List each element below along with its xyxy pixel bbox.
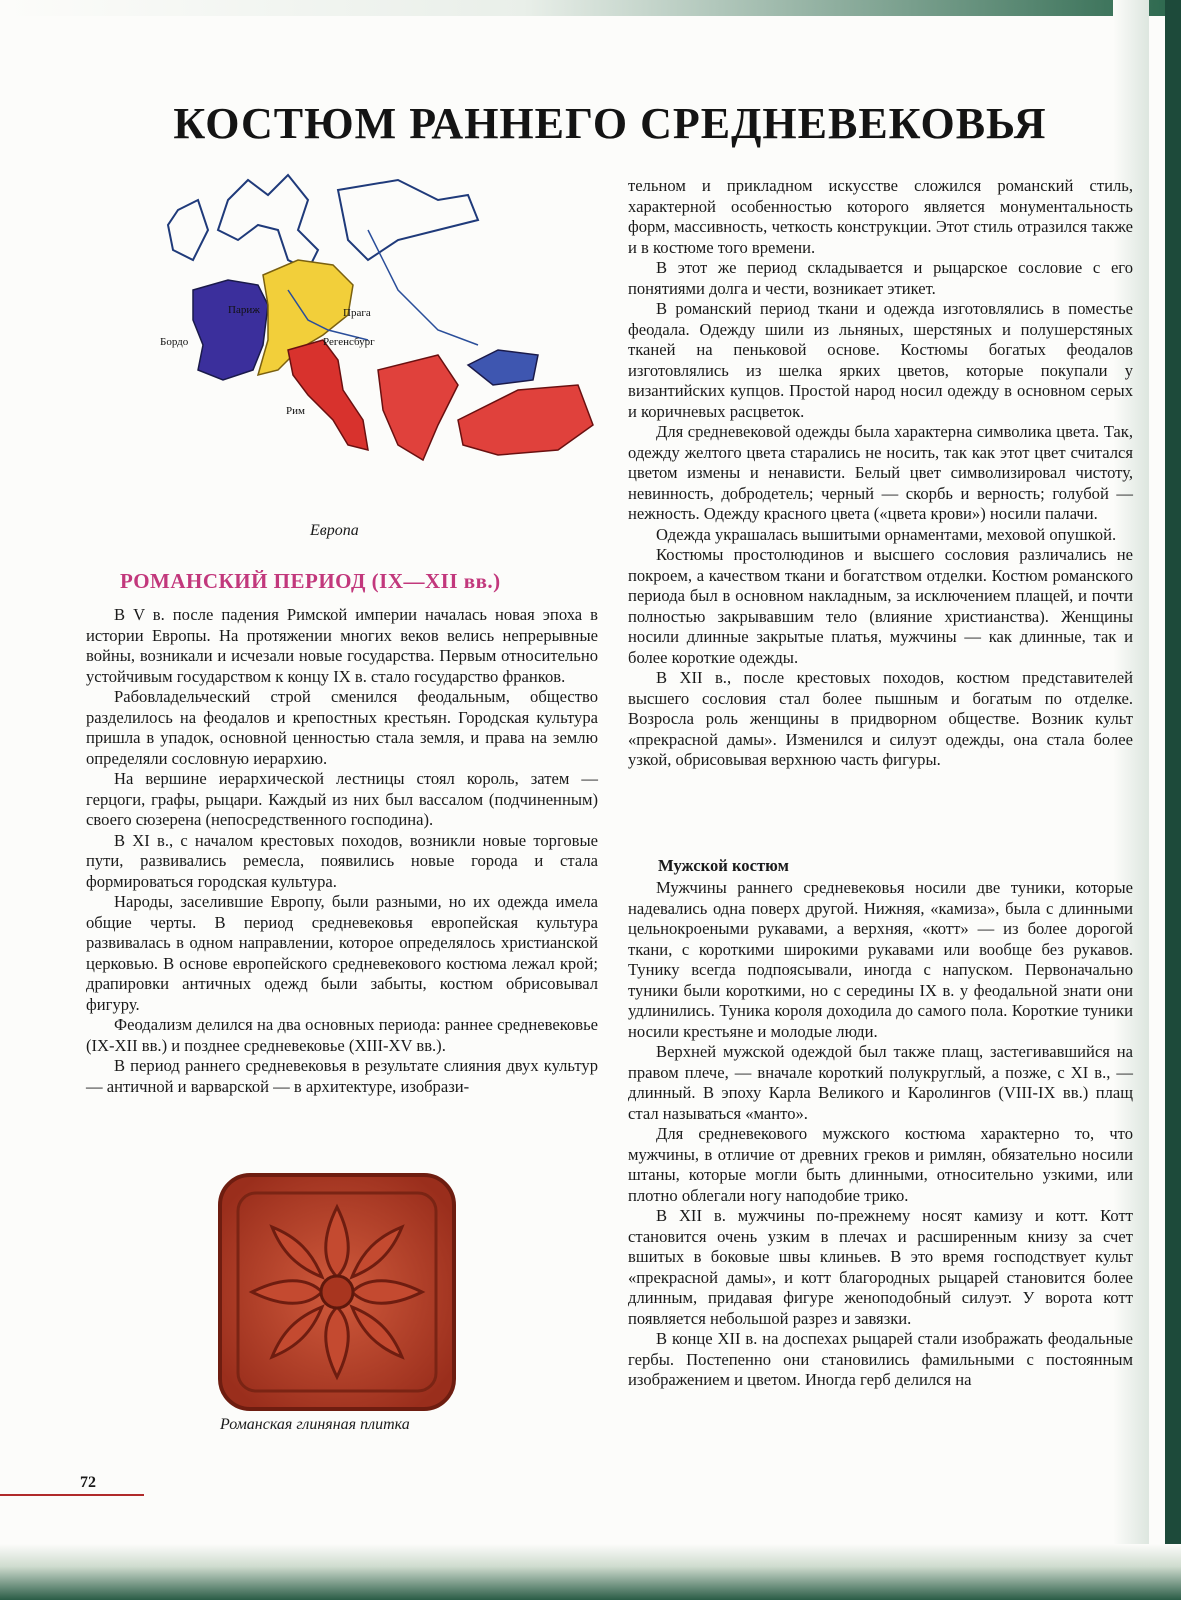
clay-tile-image xyxy=(212,1167,462,1417)
europe-map xyxy=(138,170,618,510)
paragraph: Для средневековой одежды была характерна символика цвета. Так, одежду желтого цвета старались не носить, так как этот цвет считался цветом измены и ненависти. Белый цвет символизировал чистоту, невинность, добродетель; черный — скорбь и верность; голубой — нежность. Одежду красного цвета («цвета крови») носили палачи. xyxy=(628,422,1133,523)
paragraph: Мужчины раннего средневековья носили две туники, которые надевались одна поверх другой. Нижняя, «камиза», была с длинными цельнокроеными рукавами, а верхняя, «котт» — из более дорогой ткани, с короткими широкими рукавами или вообще без рукавов. Тунику всегда подпоясывали, иногда с напуском. Первоначально туники были короткими, но с середины IX в. у феодальной знати они удлинились. Туника короля доходила до самого пола. Короткие туники носили крестьяне и молодые люди. xyxy=(628,878,1133,1041)
paragraph: На вершине иерархической лестницы стоял король, затем — герцоги, графы, рыцари. Каждый из них был вассалом (подчиненным) своего сюзерена (непосредственного господина). xyxy=(86,769,598,829)
map-region-france xyxy=(193,280,268,380)
paragraph: В период раннего средневековья в результате слияния двух культур — античной и варварской — в архитектуре, изобрази- xyxy=(86,1056,598,1096)
map-label-regensburg: Регенсбург xyxy=(323,336,375,348)
map-label-rome: Рим xyxy=(286,405,305,417)
page-number: 72 xyxy=(80,1474,96,1491)
paragraph: В этот же период складывается и рыцарское сословие с его понятиями долга и чести, возникает этикет. xyxy=(628,258,1133,298)
page-title: КОСТЮМ РАННЕГО СРЕДНЕВЕКОВЬЯ xyxy=(173,99,1047,148)
tile-caption: Романская глиняная плитка xyxy=(220,1416,410,1433)
paragraph: В XII в., после крестовых походов, костюм представителей высшего сословия стал более пышным и богатым по отделке. Возросла роль женщины в придворном обществе. Возник культ «прекрасной дамы». Изменился и силуэт одежды, она стала более узкой, обрисовывая верхнюю часть фигуры. xyxy=(628,668,1133,769)
subheading: Мужской костюм xyxy=(658,856,789,875)
paragraph: Для средневекового мужского костюма характерно то, что мужчины, в отличие от древних греков и римлян, обязательно носили штаны, которые могли быть длинными, относительно узкими, или плотно облегали ногу наподобие трико. xyxy=(628,1124,1133,1205)
map-region-crimea xyxy=(468,350,538,385)
paragraph: тельном и прикладном искусстве сложился романский стиль, характерной особенностью которого является монументальность форм, массивность, четкость конструкции. Этот стиль отразился также и в костюме того времени. xyxy=(628,176,1133,257)
paragraph: В V в. после падения Римской империи началась новая эпоха в истории Европы. На протяжении многих веков велись непрерывные войны, возникали и исчезали новые государства. Первым относительно устойчивым государством к концу IX в. стало государство франков. xyxy=(86,605,598,686)
right-column-top xyxy=(628,176,1133,771)
map-coastline-north xyxy=(218,175,318,270)
paragraph: Народы, заселившие Европу, были разными, но их одежда имела общие черты. В период средневековья европейская культура развивалась в одном направлении, которое определялось христианской церковью. В основе европейского средневекового костюма лежал крой; драпировки античных одежд были забыты, костюм обрисовывал фигуру. xyxy=(86,892,598,1014)
paragraph: В XII в. мужчины по-прежнему носят камизу и котт. Котт становится очень узким в плечах и расширенным книзу за счет вшитых в боковые швы клиньев. В это время господствует культ «прекрасной дамы», и котт благородных рыцарей становится более длинным, придавая фигуре женоподобный силуэт. У ворота котт появляется небольшой разрез и завязки. xyxy=(628,1206,1133,1328)
map-label-bordeaux: Бордо xyxy=(160,336,189,348)
map-label-prague: Прага xyxy=(343,307,371,319)
right-column-bottom xyxy=(628,878,1133,1391)
paragraph: Костюмы простолюдинов и высшего сословия различались не покроем, а качеством ткани и богатством отделки. Костюм романского периода был в основном накладным, за исключением плащей, и почти полностью закрывавшим тело (влияние христианства). Женщины носили длинные закрытые платья, мужчины — как длинные, так и более короткие одежды. xyxy=(628,545,1133,667)
map-region-anatolia xyxy=(458,385,593,455)
left-column xyxy=(86,605,598,1097)
map-coastline-british xyxy=(168,200,208,260)
map-coastline-baltic xyxy=(338,180,478,260)
map-region-italy xyxy=(288,340,368,450)
bottom-border xyxy=(0,1544,1181,1600)
paragraph: Рабовладельческий строй сменился феодальным, общество разделилось на феодалов и крепостных крестьян. Городская культура пришла в упадок, основной ценностью стала земля, и права на землю определяли сословную иерархию. xyxy=(86,687,598,768)
paragraph: В XI в., с началом крестовых походов, возникли новые торговые пути, развивались ремесла, появились новые города и стала формироваться городская культура. xyxy=(86,830,598,891)
paragraph: В конце XII в. на доспехах рыцарей стали изображать феодальные гербы. Постепенно они становились фамильными с постоянным изображением и цветом. Иногда герб делился на xyxy=(628,1329,1133,1389)
paragraph: Феодализм делился на два основных периода: раннее средневековье (IX-XII вв.) и позднее средневековье (XIII-XV вв.). xyxy=(86,1015,598,1055)
paragraph: В романский период ткани и одежда изготовлялись в поместье феодала. Одежду шили из льняных, шерстяных и полушерстяных тканей на пеньковой основе. Костюмы богатых феодалов изготовлялись из шелка ярких цветов, которые покупали у византийских купцов. Простой народ носил одежду в основном серых и коричневых расцветок. xyxy=(628,299,1133,421)
paragraph: Верхней мужской одеждой был также плащ, застегивавшийся на правом плече, — вначале короткий полукруглый, а позже, с XI в., — длинный. В эпоху Карла Великого и Каролингов (VIII-IX вв.) плащ стал называться «манто». xyxy=(628,1042,1133,1123)
paragraph: Одежда украшалась вышитыми орнаментами, меховой опушкой. xyxy=(656,524,1117,544)
map-caption: Европа xyxy=(310,522,359,539)
map-region-balkans xyxy=(378,355,458,460)
map-label-paris: Париж xyxy=(228,304,260,316)
top-border xyxy=(0,0,1165,16)
section-title: РОМАНСКИЙ ПЕРИОД (IX—XII вв.) xyxy=(120,569,501,593)
page-number-rule xyxy=(0,1494,144,1496)
